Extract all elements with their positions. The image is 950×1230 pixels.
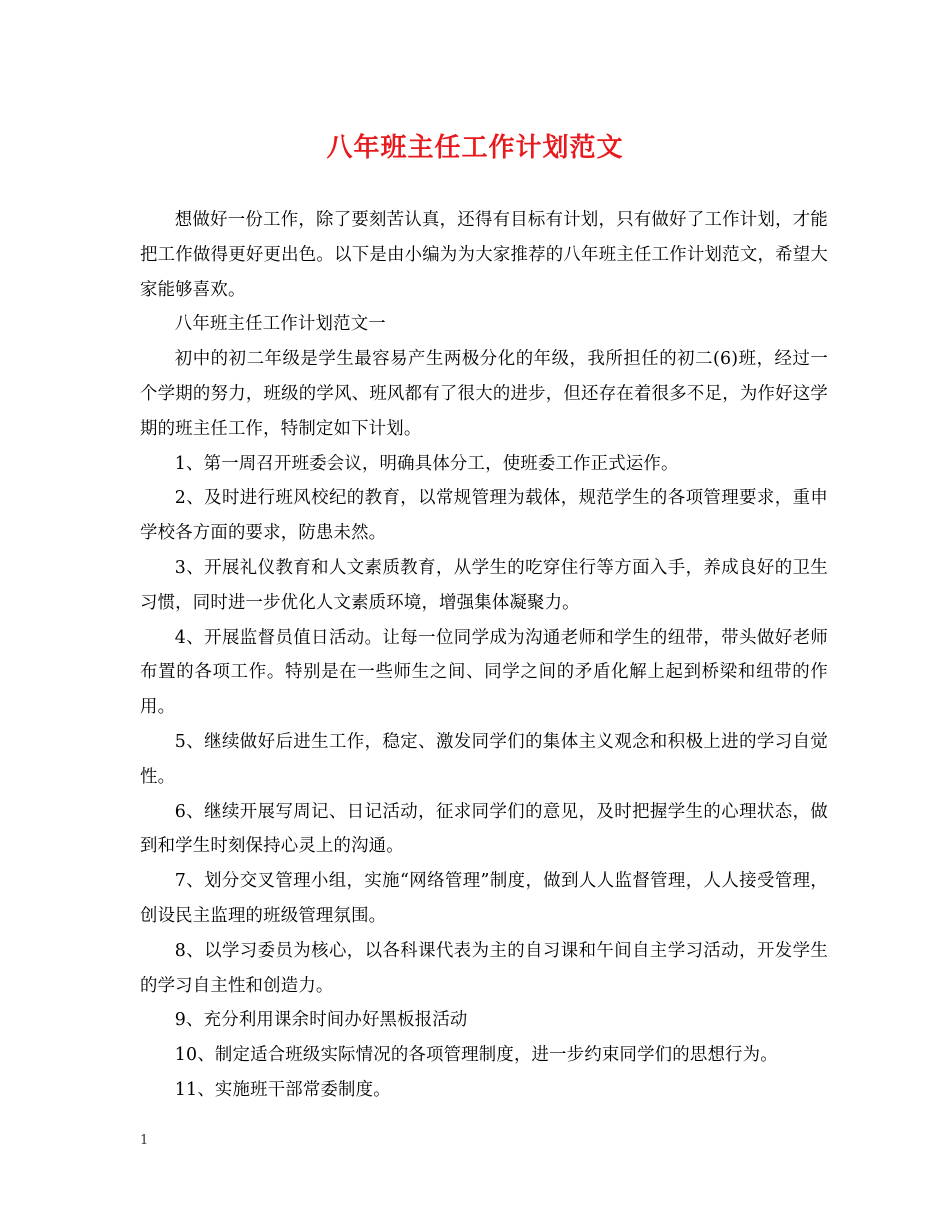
section-heading: 八年班主任工作计划范文一 — [174, 314, 386, 335]
list-item: 7、划分交叉管理小组，实施“网络管理”制度，做到人人监督管理，人人接受管理，创设民主监理的班级管理氛围。 — [140, 871, 828, 926]
list-item: 5、继续做好后进生工作，稳定、激发同学们的集体主义观念和积极上进的学习自觉性。 — [140, 731, 828, 787]
paragraph: 想做好一份工作，除了要刻苦认真，还得有目标有计划，只有做好了工作计划，才能把工作做得更好更出色。以下是由小编为为大家推荐的八年班主任工作计划范文，希望大家能够喜欢。 — [140, 210, 828, 300]
document-body — [140, 203, 828, 1108]
paragraph: 初中的初二年级是学生最容易产生两极分化的年级，我所担任的初二(6)班，经过一个学期的努力，班级的学风、班风都有了很大的进步，但还存在着很多不足，为作好这学期的班主任工作，特制定如下计划。 — [140, 349, 828, 439]
list-item: 2、及时进行班风校纪的教育，以常规管理为载体，规范学生的各项管理要求，重申学校各方面的要求，防患未然。 — [140, 488, 828, 544]
list-item: 4、开展监督员值日活动。让每一位同学成为沟通老师和学生的纽带，带头做好老师布置的各项工作。特别是在一些师生之间、同学之间的矛盾化解上起到桥梁和纽带的作用。 — [140, 627, 828, 718]
list-item: 10、制定适合班级实际情况的各项管理制度，进一步约束同学们的思想行为。 — [174, 1045, 778, 1066]
list-item: 1、第一周召开班委会议，明确具体分工，使班委工作正式运作。 — [174, 453, 679, 474]
list-item: 3、开展礼仪教育和人文素质教育，从学生的吃穿住行等方面入手，养成良好的卫生习惯，同时进一步优化人文素质环境，增强集体凝聚力。 — [140, 557, 828, 613]
list-item: 6、继续开展写周记、日记活动，征求同学们的意见，及时把握学生的心理状态，做到和学生时刻保持心灵上的沟通。 — [140, 801, 828, 857]
list-item: 11、实施班干部常委制度。 — [174, 1079, 391, 1100]
page-number: 1 — [140, 1133, 149, 1148]
page-title: 八年班主任工作计划范文 — [326, 133, 624, 163]
list-item: 9、充分利用课余时间办好黑板报活动 — [174, 1010, 468, 1031]
list-item: 8、以学习委员为核心，以各科课代表为主的自习课和午间自主学习活动，开发学生的学习自主性和创造力。 — [140, 940, 828, 996]
